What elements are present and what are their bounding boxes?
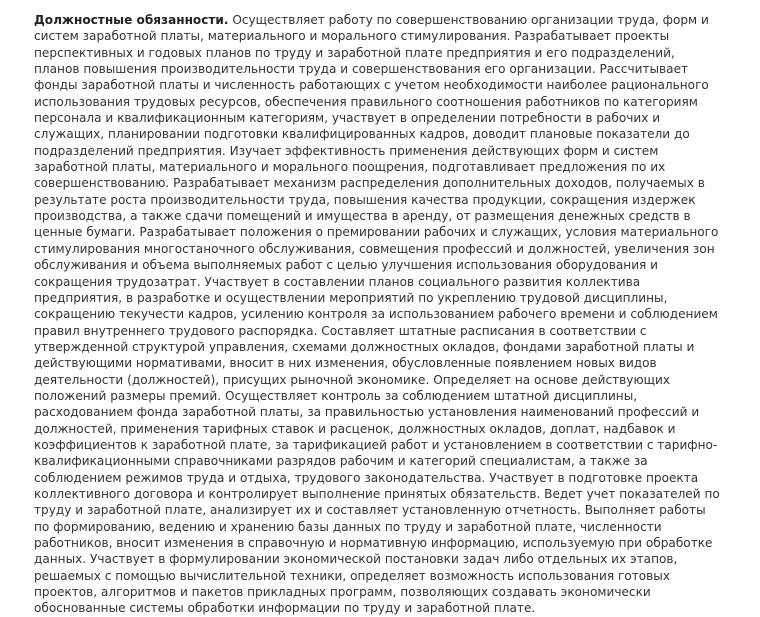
- duties-paragraph: [34, 12, 724, 617]
- duties-body: Осуществляет работу по совершенствованию организации труда, форм и систем заработной платы, материального и морального стимулирования. Разрабатывает проекты перспективных и годовых планов по труду и заработной плате предприятия и его подразделений, планов повышения производительности труда и совершенствования его организации. Рассчитывает фонды заработной платы и численность работающих с учетом необходимости наиболее рационального использования трудовых ресурсов, обеспечения правильного соотношения работников по категориям персонала и квалификационным категориям, участвует в определении потребности в рабочих и служащих, планировании подготовки квалифицированных кадров, доводит плановые показатели до подразделений предприятия. Изучает эффективность применения действующих форм и систем заработной платы, материального и морального поощрения, подготавливает предложения по их совершенствованию. Разрабатывает механизм распределения дополнительных доходов, получаемых в результате роста производительности труда, повышения качества продукции, сокращения издержек производства, а также сдачи помещений и имущества в аренду, от размещения денежных средств в ценные бумаги. Разрабатывает положения о премировании рабочих и служащих, условия материального стимулирования многостаночного обслуживания, совмещения профессий и должностей, увеличения зон обслуживания и объема выполняемых работ с целью улучшения использования оборудования и сокращения трудозатрат. Участвует в составлении планов социального развития коллектива предприятия, в разработке и осуществлении мероприятий по укреплению трудовой дисциплины, сокращению текучести кадров, усилению контроля за использованием рабочего времени и соблюдением правил внутреннего трудового распорядка. Составляет штатные расписания в соответствии с утвержденной структурой управления, схемами должностных окладов, фондами заработной платы и действующими нормативами, вносит в них изменения, обусловленные появлением новых видов деятельности (должностей), присущих рыночной экономике. Определяет на основе действующих положений размеры премий. Осуществляет контроль за соблюдением штатной дисциплины, расходованием фонда заработной платы, за правильностью установления наименований профессий и должностей, применения тарифных ставок и расценок, должностных окладов, доплат, надбавок и коэффициентов к заработной плате, за тарификацией работ и установлением в соответствии с тарифно-квалификационными справочниками разрядов рабочим и категорий специалистам, а также за соблюдением режимов труда и отдыха, трудового законодательства. Участвует в подготовке проекта коллективного договора и контролирует выполнение принятых обязательств. Ведет учет показателей по труду и заработной плате, анализирует их и составляет установленную отчетность. Выполняет работы по формированию, ведению и хранению базы данных по труду и заработной плате, численности работников, вносит изменения в справочную и нормативную информацию, используемую при обработке данных. Участвует в формулировании экономической постановки задач либо отдельных их этапов, решаемых с помощью вычислительной техники, определяет возможность использования готовых проектов, алгоритмов и пакетов прикладных программ, позволяющих создавать экономически обоснованные системы обработки информации по труду и заработной плате.: [34, 13, 720, 616]
- job-description-document: [34, 12, 724, 617]
- duties-heading: Должностные обязанности.: [34, 13, 229, 27]
